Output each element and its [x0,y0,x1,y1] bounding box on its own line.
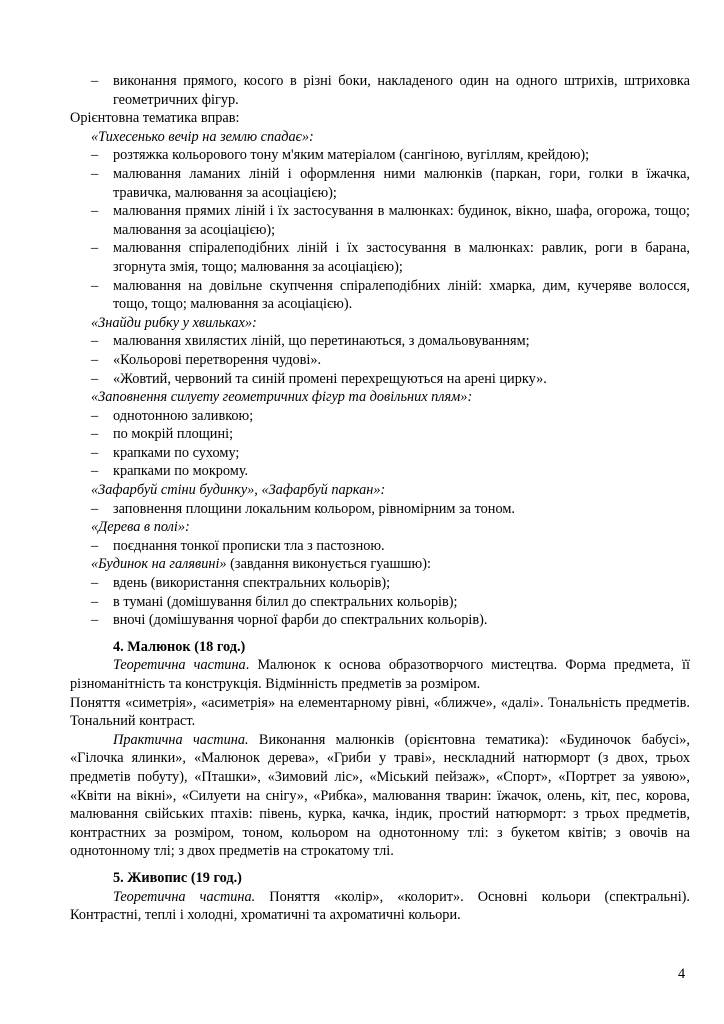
exercise-title-note: (завдання виконується гуашшю): [226,556,431,573]
list-item: – в тумані (домішування білил до спектральних кольорів); [70,593,690,612]
section-heading: 4. Малюнок (18 год.) [113,638,246,655]
list-item: – малювання прямих ліній і їх застосування в малюнках: будинок, вікно, шафа, огорожа, тощо; малювання за асоціацією); [70,202,690,239]
list-item: – вдень (використання спектральних кольорів); [70,574,690,593]
paragraph-body: Виконання малюнків (орієнтовна тематика): «Будиночок бабусі», «Гілочка ялинки», «Малюнок дерева», «Гриби у траві», нескладний натюрморт (з двох, трьох предметів побуту), «Пташки», «Зимовий ліс», «Міський пейзаж», «Спорт», «Портрет за уявою», «Квіти на вікні», «Силуети на снігу», «Рибка», малювання тварин: їжачок, олень, кіт, пес, корова, малювання свійських птахів: півень, курка, качка, індик, простий натюрморт: з трьох предметів, контрастних за розміром, тоном, кольором на однотонному тлі: з букетом квітів; з овочів на однотонному тлі; з двох предметів на строкатому тлі. [70,731,690,860]
list-item: – вночі (домішування чорної фарби до спектральних кольорів). [70,611,690,630]
list-item: – заповнення площини локальним кольором, рівномірним за тоном. [70,500,690,519]
list-item: – поєднання тонкої прописки тла з пастозною. [70,537,690,556]
list-item: – малювання хвилястих ліній, що перетинаються, з домальовуванням; [70,332,690,351]
list-item: – малювання спіралеподібних ліній і їх застосування в малюнках: равлик, роги в барана, згорнута змія, тощо; малювання за асоціацією); [70,239,690,276]
list-item: – малювання на довільне скупчення спіралеподібних ліній: хмарка, дим, кучеряве волосся, тощо, тощо; малювання за асоціацією). [70,277,690,314]
exercise-title: «Тихесенько вечір на землю спадає»: [91,128,314,145]
paragraph-lead: Практична частина. [113,731,249,748]
list-item: – розтяжка кольорового тону м'яким матеріалом (сангіною, вугіллям, крейдою); [70,146,690,165]
paragraph-lead: Теоретична частина. [113,888,256,905]
paragraph [70,656,690,693]
section-heading: 5. Живопис (19 год.) [113,869,242,886]
paragraph: Поняття «симетрія», «асиметрія» на елементарному рівні, «ближче», «далі». Тональність предметів. Тональний контраст. [70,694,690,730]
exercise-title-italic: «Будинок на галявині» [91,556,227,573]
page-content [70,72,690,925]
paragraph-lead: Теоретична частина [113,657,246,674]
exercise-title: «Дерева в полі»: [91,519,190,536]
list-item: – «Жовтий, червоний та синій промені перехрещуються на арені цирку». [70,370,690,389]
exercise-title [70,555,690,574]
exercise-title: «Знайди рибку у хвильках»: [91,314,257,331]
exercise-title: «Заповнення силуету геометричних фігур та довільних плям»: [91,389,473,406]
list-item: – «Кольорові перетворення чудові». [70,351,690,370]
paragraph-body: Поняття «колір», «колорит». Основні кольори (спектральні). Контрастні, теплі і холодні, хроматичні та ахроматичні кольори. [70,888,691,924]
paragraph-label: Орієнтовна тематика вправ: [70,110,240,127]
paragraph [70,731,690,861]
paragraph [70,888,690,925]
list-item: – крапками по сухому; [70,444,690,463]
list-item: – по мокрій площині; [70,425,690,444]
list-item: – малювання ламаних ліній і оформлення ними малюнків (паркан, гори, голки в їжачка, травичка, малювання за асоціацією); [70,165,690,202]
list-item: – однотонною заливкою; [70,407,690,426]
exercise-title: «Зафарбуй стіни будинку», «Зафарбуй паркан»: [91,482,386,499]
list-item: – виконання прямого, косого в різні боки, накладеного один на одного штрихів, штриховка геометричних фігур. [70,72,690,109]
page-number: 4 [678,966,686,982]
paragraph-body: . Малюнок к основа образотворчого мистецтва. Форма предмета, її різноманітність та конструкція. Відмінність предметів за розміром. [70,657,690,692]
list-item: – крапками по мокрому. [70,462,690,481]
